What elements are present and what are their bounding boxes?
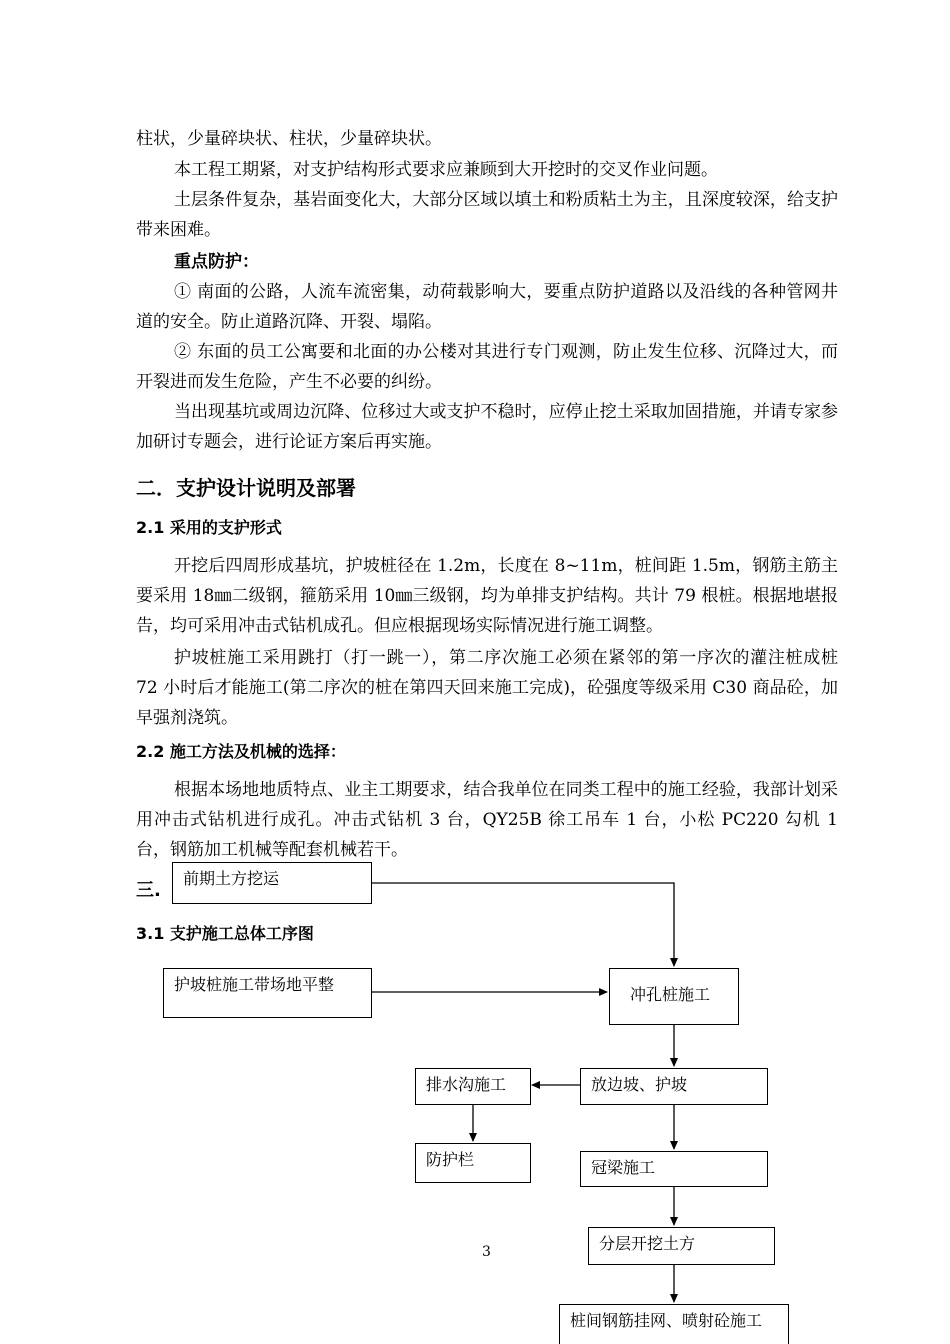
key-protection-heading: 重点防护： [174,252,259,272]
flow-box-guardrail: 防护栏 [415,1143,531,1183]
section-2-2-title: 2.2 施工方法及机械的选择： [136,742,346,761]
flow-box-mesh-shotcrete: 桩间钢筋挂网、喷射砼施工 [559,1304,789,1344]
arrow-b1-to-b3 [372,883,674,966]
flow-box-slope-pile-leveling: 护坡桩施工带场地平整 [163,968,372,1018]
section-2-2-paragraph-1: 根据本场地地质特点、业主工期要求，结合我单位在同类工程中的施工经验，我部计划采用冲击式钻机进行成孔。冲击式钻机 3 台，QY25B 徐工吊车 1 台，小松 PC220 勾机 1 台，钢筋加工机械等配套机械若干。 [136,780,838,860]
section-3-title: 三. [136,880,161,901]
flow-box-slope-protection: 放边坡、护坡 [580,1068,768,1105]
flow-box-drainage: 排水沟施工 [415,1068,531,1105]
flow-box-layered-excavation: 分层开挖土方 [588,1227,775,1265]
section-2-1-paragraph-1: 开挖后四周形成基坑，护坡桩径在 1.2m，长度在 8~11m，桩间距 1.5m，钢筋主筋主要采用 18㎜二级钢，箍筋采用 10㎜三级钢，均为单排支护结构。共计 79 根桩。根据地堪报告，均可采用冲击式钻机成孔。但应根据现场实际情况进行施工调整。 [136,556,838,636]
paragraph-5: ② 东面的员工公寓要和北面的办公楼对其进行专门观测，防止发生位移、沉降过大，而开裂进而发生危险，产生不必要的纠纷。 [136,342,838,392]
section-2-title: 二．支护设计说明及部署 [136,476,356,500]
section-3-1-title: 3.1 支护施工总体工序图 [136,924,314,943]
flow-box-crown-beam: 冠梁施工 [580,1151,768,1187]
paragraph-0: 柱状，少量碎块状、柱状，少量碎块状。 [136,129,442,149]
paragraph-1: 本工程工期紧，对支护结构形式要求应兼顾到大开挖时的交叉作业问题。 [174,160,718,180]
flow-box-punch-pile: 冲孔桩施工 [609,968,739,1025]
paragraph-6: 当出现基坑或周边沉降、位移过大或支护不稳时，应停止挖土采取加固措施，并请专家参加研讨专题会，进行论证方案后再实施。 [136,402,838,452]
paragraph-4: ① 南面的公路，人流车流密集，动荷载影响大，要重点防护道路以及沿线的各种管网井道的安全。防止道路沉降、开裂、塌陷。 [136,282,838,332]
page-number: 3 [482,1244,491,1260]
paragraph-2: 土层条件复杂，基岩面变化大，大部分区域以填土和粉质粘土为主，且深度较深，给支护带来困难。 [136,190,838,240]
section-2-1-title: 2.1 采用的支护形式 [136,518,282,537]
flow-box-earthwork: 前期土方挖运 [172,862,372,904]
section-2-1-paragraph-2: 护坡桩施工采用跳打（打一跳一），第二序次施工必须在紧邻的第一序次的灌注桩成桩 72 小时后才能施工(第二序次的桩在第四天回来施工完成)，砼强度等级采用 C30 商品砼，加早强剂浇筑。 [136,648,838,728]
